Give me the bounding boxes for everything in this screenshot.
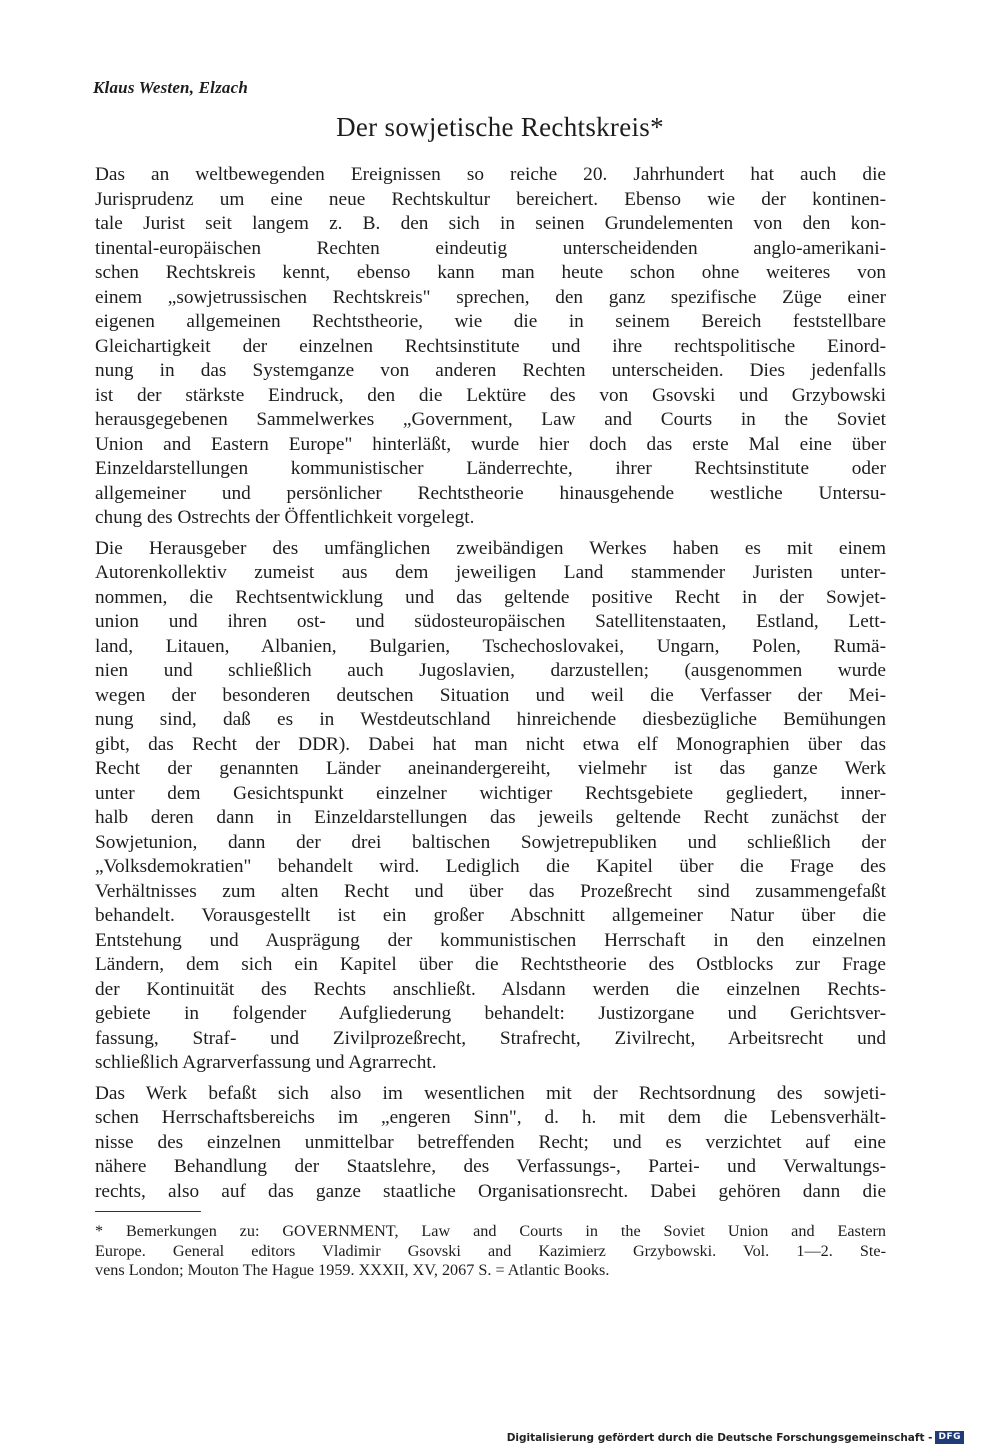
- text-line: union und ihren ost- und südosteuropäischen Satellitenstaaten, Estland, Lett-: [95, 611, 886, 632]
- text-line: Jurisprudenz um eine neue Rechtskultur bereichert. Ebenso wie der kontinen-: [95, 188, 886, 210]
- text-line: schen Herrschaftsbereichs im „engeren Sinn", d. h. mit dem die Lebensverhält-: [95, 1107, 886, 1128]
- paragraph-1: [95, 163, 886, 531]
- article-body: [95, 163, 886, 1210]
- text-line: nähere Behandlung der Staatslehre, des Verfassungs-, Partei- und Verwaltungs-: [95, 1156, 886, 1177]
- text-line: gibt, das Recht der DDR). Dabei hat man nicht etwa elf Monographien über das: [95, 733, 886, 755]
- footnote-line: vens London; Mouton The Hague 1959. XXXII, XV, 2067 S. = Atlantic Books.: [95, 1261, 610, 1279]
- text-line: herausgegebenen Sammelwerkes „Government, Law and Courts in the Soviet: [95, 409, 886, 430]
- footnote-separator: [95, 1211, 201, 1212]
- text-line: fassung, Straf- und Zivilprozeßrecht, Strafrecht, Zivilrecht, Arbeitsrecht und: [95, 1027, 886, 1049]
- credit-text: Digitalisierung gefördert durch die Deutsche Forschungsgemeinschaft -: [506, 1431, 933, 1444]
- text-line: eigenen allgemeinen Rechtstheorie, wie die in seinem Bereich feststellbare: [95, 311, 886, 332]
- text-line: halb deren dann in Einzeldarstellungen das jeweils geltende Recht zunächst der: [95, 807, 886, 828]
- text-line: allgemeiner und persönlicher Rechtstheorie hinausgehende westliche Untersu-: [95, 482, 886, 504]
- text-line: Gleichartigkeit der einzelnen Rechtsinstitute und ihre rechtspolitische Einord-: [95, 335, 886, 357]
- text-line: nommen, die Rechtsentwicklung und das geltende positive Recht in der Sowjet-: [95, 586, 886, 608]
- text-line: wegen der besonderen deutschen Situation und weil die Verfasser der Mei-: [95, 684, 886, 706]
- text-line: Union and Eastern Europe" hinterläßt, wurde hier doch das erste Mal eine über: [95, 433, 886, 455]
- text-line: einem „sowjetrussischen Rechtskreis" sprechen, den ganz spezifische Züge einer: [95, 286, 886, 308]
- text-line: Das an weltbewegenden Ereignissen so reiche 20. Jahrhundert hat auch die: [95, 164, 886, 185]
- text-line: Autorenkollektiv zumeist aus dem jeweiligen Land stammender Juristen unter-: [95, 562, 886, 583]
- text-line: nung sind, daß es in Westdeutschland hinreichende diesbezügliche Bemühungen: [95, 709, 886, 730]
- text-line: Einzeldarstellungen kommunistischer Länderrechte, ihrer Rechtsinstitute oder: [95, 458, 886, 479]
- text-line: Das Werk befaßt sich also im wesentlichen mit der Rechtsordnung des sowjeti-: [95, 1082, 886, 1104]
- text-line: land, Litauen, Albanien, Bulgarien, Tschechoslovakei, Ungarn, Polen, Rumä-: [95, 635, 886, 657]
- author-line: Klaus Westen, Elzach: [93, 78, 248, 97]
- text-line: ist der stärkste Eindruck, den die Lektüre des von Gsovski und Grzybowski: [95, 384, 886, 406]
- text-line: nisse des einzelnen unmittelbar betreffenden Recht; und es verzichtet auf eine: [95, 1131, 886, 1153]
- text-line: Verhältnisses zum alten Recht und über das Prozeßrecht sind zusammengefaßt: [95, 880, 886, 902]
- text-line: tale Jurist seit langem z. B. den sich in seinen Grundelementen von den kon-: [95, 213, 886, 234]
- dfg-logo-icon: DFG: [935, 1431, 964, 1444]
- article-title: Der sowjetische Rechtskreis*: [336, 112, 664, 142]
- text-line: gebiete in folgender Aufgliederung behandelt: Justizorgane und Gerichtsver-: [95, 1003, 886, 1024]
- text-line: behandelt. Vorausgestellt ist ein großer Abschnitt allgemeiner Natur über die: [95, 905, 886, 926]
- text-line: Ländern, dem sich ein Kapitel über die Rechtstheorie des Ostblocks zur Frage: [95, 954, 886, 975]
- footnote-line: Europe. General editors Vladimir Gsovski and Kazimierz Grzybowski. Vol. 1—2. Ste-: [95, 1241, 886, 1260]
- text-line: der Kontinuität des Rechts anschließt. Alsdann werden die einzelnen Rechts-: [95, 978, 886, 1000]
- text-line: schließlich Agrarverfassung und Agrarrecht.: [95, 1052, 437, 1073]
- text-line: „Volksdemokratien" behandelt wird. Lediglich die Kapitel über die Frage des: [95, 856, 886, 877]
- text-line: Die Herausgeber des umfänglichen zweibändigen Werkes haben es mit einem: [95, 537, 886, 559]
- text-line: Recht der genannten Länder aneinandergereiht, vielmehr ist das ganze Werk: [95, 758, 886, 779]
- footnote-line: * Bemerkungen zu: GOVERNMENT, Law and Courts in the Soviet Union and Eastern: [95, 1222, 886, 1240]
- paragraph-3: [95, 1082, 886, 1205]
- paragraph-2: [95, 537, 886, 1076]
- text-line: rechts, also auf das ganze staatliche Organisationsrecht. Dabei gehören dann die: [95, 1180, 886, 1202]
- text-line: Sowjetunion, dann der drei baltischen Sowjetrepubliken und schließlich der: [95, 831, 886, 853]
- text-line: tinental-europäischen Rechten eindeutig unterscheidenden anglo-amerikani-: [95, 237, 886, 259]
- text-line: unter dem Gesichtspunkt einzelner wichtiger Rechtsgebiete gegliedert, inner-: [95, 782, 886, 804]
- text-line: nien und schließlich auch Jugoslavien, darzustellen; (ausgenommen wurde: [95, 660, 886, 681]
- footnote: [95, 1222, 886, 1281]
- text-line: schen Rechtskreis kennt, ebenso kann man heute schon ohne weiteres von: [95, 262, 886, 283]
- text-line: chung des Ostrechts der Öffentlichkeit vorgelegt.: [95, 507, 475, 528]
- text-line: nung in das Systemganze von anderen Rechten unterscheiden. Dies jedenfalls: [95, 360, 886, 381]
- digitization-credit: [507, 1431, 964, 1444]
- text-line: Entstehung und Ausprägung der kommunistischen Herrschaft in den einzelnen: [95, 929, 886, 951]
